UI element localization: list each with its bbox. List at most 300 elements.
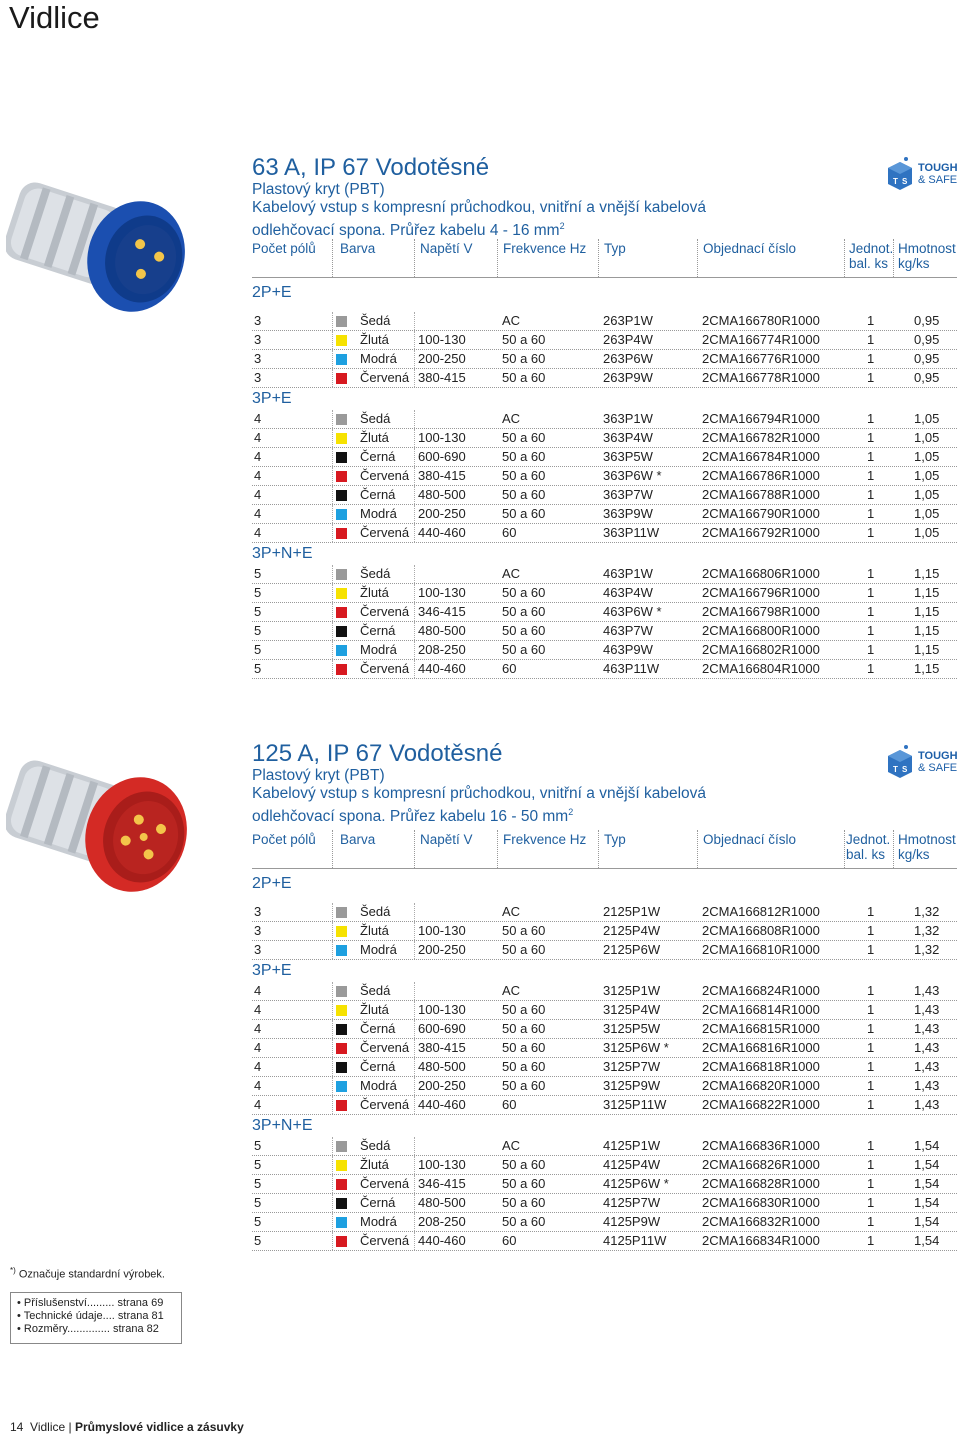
column-divider bbox=[414, 429, 415, 447]
column-divider bbox=[414, 1039, 415, 1057]
column-divider bbox=[414, 448, 415, 466]
header-divider bbox=[332, 239, 333, 277]
table-row bbox=[252, 1020, 957, 1039]
header-barva: Barva bbox=[340, 832, 376, 847]
table-row bbox=[252, 1096, 957, 1115]
order-number: 2CMA166830R1000 bbox=[702, 1195, 820, 1210]
column-divider bbox=[332, 941, 333, 959]
column-divider bbox=[332, 467, 333, 485]
order-number: 2CMA166780R1000 bbox=[702, 313, 820, 328]
color-swatch bbox=[336, 528, 347, 539]
column-divider bbox=[332, 1077, 333, 1095]
color-swatch bbox=[336, 664, 347, 675]
section-desc-line3: odlehčovací spona. Průřez kabelu 16 - 50 $mm^2$ bbox=[252, 807, 574, 826]
weight: 1,54 bbox=[914, 1214, 940, 1229]
voltage: 200-250 bbox=[418, 1078, 466, 1093]
column-divider bbox=[332, 369, 333, 387]
voltage: 440-460 bbox=[418, 1097, 466, 1112]
table-row bbox=[252, 1175, 957, 1194]
voltage: 440-460 bbox=[418, 661, 466, 676]
reference-dots: ......... bbox=[86, 1297, 115, 1309]
order-number: 2CMA166800R1000 bbox=[702, 623, 820, 638]
pack-qty: 1 bbox=[867, 923, 875, 938]
color-swatch bbox=[336, 490, 347, 501]
frequency: AC bbox=[502, 904, 521, 919]
column-divider bbox=[332, 1194, 333, 1212]
color-swatch bbox=[336, 1081, 347, 1092]
weight: 0,95 bbox=[914, 370, 940, 385]
table-row bbox=[252, 922, 957, 941]
header-typ: Typ bbox=[604, 241, 626, 256]
column-divider bbox=[414, 1232, 415, 1250]
pole-count: 4 bbox=[254, 1097, 262, 1112]
voltage: 600-690 bbox=[418, 1021, 466, 1036]
tough-and-safe-badge bbox=[886, 744, 956, 782]
product-table-63a bbox=[252, 241, 957, 679]
weight: 1,15 bbox=[914, 604, 940, 619]
type-code: 363P11W bbox=[603, 525, 660, 540]
column-divider bbox=[332, 1232, 333, 1250]
table-row bbox=[252, 1213, 957, 1232]
pack-qty: 1 bbox=[867, 313, 875, 328]
header-divider bbox=[497, 830, 498, 868]
order-number: 2CMA166778R1000 bbox=[702, 370, 820, 385]
type-code: 263P1W bbox=[603, 313, 653, 328]
voltage: 100-130 bbox=[418, 923, 466, 938]
column-divider bbox=[332, 1096, 333, 1114]
color-name: Žlutá bbox=[360, 332, 389, 347]
color-name: Červená bbox=[360, 604, 410, 619]
weight: 1,54 bbox=[914, 1138, 940, 1153]
table-row bbox=[252, 486, 957, 505]
color-name: Žlutá bbox=[360, 923, 389, 938]
pole-count: 4 bbox=[254, 430, 262, 445]
table-row bbox=[252, 584, 957, 603]
color-name: Modrá bbox=[360, 1078, 397, 1093]
table-row bbox=[252, 1039, 957, 1058]
color-swatch bbox=[336, 1179, 347, 1190]
type-code: 3125P9W bbox=[603, 1078, 661, 1093]
column-divider bbox=[414, 1137, 415, 1155]
table-header bbox=[252, 832, 957, 869]
table-row bbox=[252, 1232, 957, 1251]
order-number: 2CMA166816R1000 bbox=[702, 1040, 820, 1055]
safe-label: & SAFE bbox=[918, 174, 958, 186]
weight: 1,54 bbox=[914, 1233, 940, 1248]
column-divider bbox=[414, 524, 415, 542]
color-name: Žlutá bbox=[360, 430, 389, 445]
pole-count: 5 bbox=[254, 1195, 262, 1210]
weight: 1,15 bbox=[914, 661, 940, 676]
weight: 1,05 bbox=[914, 487, 940, 502]
color-swatch bbox=[336, 452, 347, 463]
voltage: 380-415 bbox=[418, 370, 466, 385]
pack-qty: 1 bbox=[867, 487, 875, 502]
color-name: Černá bbox=[360, 487, 396, 502]
frequency: 50 a 60 bbox=[502, 642, 546, 657]
table-row bbox=[252, 1194, 957, 1213]
type-code: 3125P6W * bbox=[603, 1040, 669, 1055]
header-divider bbox=[414, 239, 415, 277]
color-name: Červená bbox=[360, 1040, 410, 1055]
column-divider bbox=[332, 1156, 333, 1174]
order-number: 2CMA166828R1000 bbox=[702, 1176, 820, 1191]
pack-qty: 1 bbox=[867, 449, 875, 464]
pack-qty: 1 bbox=[867, 566, 875, 581]
color-name: Šedá bbox=[360, 411, 391, 426]
order-number: 2CMA166776R1000 bbox=[702, 351, 820, 366]
type-code: 363P9W bbox=[603, 506, 653, 521]
column-divider bbox=[332, 660, 333, 678]
column-divider bbox=[414, 982, 415, 1000]
column-divider bbox=[332, 584, 333, 602]
pole-group-label: 3P+E bbox=[252, 962, 292, 979]
color-swatch bbox=[336, 945, 347, 956]
column-divider bbox=[414, 467, 415, 485]
column-divider bbox=[414, 1213, 415, 1231]
header-pocet: Počet pólů bbox=[252, 832, 316, 847]
weight: 0,95 bbox=[914, 313, 940, 328]
tough-safe-logo-icon bbox=[886, 156, 914, 192]
pole-count: 4 bbox=[254, 468, 262, 483]
color-swatch bbox=[336, 1005, 347, 1016]
voltage: 480-500 bbox=[418, 487, 466, 502]
svg-text:S: S bbox=[902, 765, 908, 774]
pole-count: 5 bbox=[254, 642, 262, 657]
voltage: 100-130 bbox=[418, 585, 466, 600]
order-number: 2CMA166824R1000 bbox=[702, 983, 820, 998]
column-divider bbox=[414, 1001, 415, 1019]
voltage: 600-690 bbox=[418, 449, 466, 464]
voltage: 480-500 bbox=[418, 623, 466, 638]
type-code: 2125P6W bbox=[603, 942, 661, 957]
pole-count: 4 bbox=[254, 525, 262, 540]
pole-count: 5 bbox=[254, 1157, 262, 1172]
color-name: Červená bbox=[360, 661, 410, 676]
pole-count: 3 bbox=[254, 904, 262, 919]
frequency: AC bbox=[502, 313, 521, 328]
weight: 1,43 bbox=[914, 1078, 940, 1093]
pole-count: 5 bbox=[254, 585, 262, 600]
type-code: 363P7W bbox=[603, 487, 653, 502]
table-row bbox=[252, 410, 957, 429]
frequency: 50 a 60 bbox=[502, 1195, 546, 1210]
pack-qty: 1 bbox=[867, 332, 875, 347]
order-number: 2CMA166834R1000 bbox=[702, 1233, 820, 1248]
tough-safe-logo-icon bbox=[886, 744, 914, 780]
column-divider bbox=[414, 1175, 415, 1193]
header-hmotnost: Hmotnost kg/ks bbox=[898, 832, 956, 862]
voltage: 100-130 bbox=[418, 430, 466, 445]
table-row bbox=[252, 429, 957, 448]
table-row bbox=[252, 660, 957, 679]
voltage: 100-130 bbox=[418, 1002, 466, 1017]
pack-qty: 1 bbox=[867, 1040, 875, 1055]
order-number: 2CMA166814R1000 bbox=[702, 1002, 820, 1017]
weight: 1,43 bbox=[914, 1059, 940, 1074]
header-barva: Barva bbox=[340, 241, 376, 256]
type-code: 2125P1W bbox=[603, 904, 661, 919]
pole-group-label: 3P+E bbox=[252, 390, 292, 407]
column-divider bbox=[414, 331, 415, 349]
section-heading bbox=[252, 740, 706, 826]
pack-qty: 1 bbox=[867, 604, 875, 619]
table-row bbox=[252, 941, 957, 960]
column-divider bbox=[414, 1194, 415, 1212]
column-divider bbox=[414, 903, 415, 921]
type-code: 4125P4W bbox=[603, 1157, 661, 1172]
color-swatch bbox=[336, 626, 347, 637]
column-divider bbox=[414, 622, 415, 640]
type-code: 4125P7W bbox=[603, 1195, 661, 1210]
order-number: 2CMA166836R1000 bbox=[702, 1138, 820, 1153]
color-swatch bbox=[336, 1141, 347, 1152]
pack-qty: 1 bbox=[867, 983, 875, 998]
weight: 1,05 bbox=[914, 525, 940, 540]
voltage: 380-415 bbox=[418, 1040, 466, 1055]
frequency: 50 a 60 bbox=[502, 942, 546, 957]
order-number: 2CMA166798R1000 bbox=[702, 604, 820, 619]
voltage: 480-500 bbox=[418, 1195, 466, 1210]
reference-label: Příslušenství bbox=[23, 1297, 87, 1309]
column-divider bbox=[332, 1039, 333, 1057]
pole-count: 3 bbox=[254, 923, 262, 938]
weight: 1,05 bbox=[914, 506, 940, 521]
reference-item bbox=[17, 1297, 163, 1309]
column-divider bbox=[332, 1001, 333, 1019]
column-divider bbox=[414, 350, 415, 368]
color-name: Šedá bbox=[360, 566, 391, 581]
frequency: 50 a 60 bbox=[502, 1176, 546, 1191]
color-swatch bbox=[336, 1236, 347, 1247]
weight: 1,15 bbox=[914, 623, 940, 638]
pack-qty: 1 bbox=[867, 1021, 875, 1036]
weight: 1,05 bbox=[914, 411, 940, 426]
reference-page: strana 82 bbox=[112, 1323, 159, 1335]
header-typ: Typ bbox=[604, 832, 626, 847]
weight: 1,54 bbox=[914, 1157, 940, 1172]
footer-chapter: Průmyslové vidlice a zásuvky bbox=[74, 1420, 244, 1434]
column-divider bbox=[414, 505, 415, 523]
reference-label: Technické údaje bbox=[23, 1310, 103, 1322]
type-code: 263P9W bbox=[603, 370, 653, 385]
order-number: 2CMA166810R1000 bbox=[702, 942, 820, 957]
voltage: 200-250 bbox=[418, 506, 466, 521]
type-code: 363P6W * bbox=[603, 468, 662, 483]
bullet-icon: • bbox=[17, 1297, 24, 1309]
color-swatch bbox=[336, 926, 347, 937]
table-row bbox=[252, 622, 957, 641]
section-desc-line1: Plastový kryt (PBT) bbox=[252, 181, 385, 198]
column-divider bbox=[414, 584, 415, 602]
table-row bbox=[252, 505, 957, 524]
header-frekvence: Frekvence Hz bbox=[503, 832, 587, 847]
type-code: 4125P6W * bbox=[603, 1176, 669, 1191]
pole-count: 3 bbox=[254, 351, 262, 366]
color-swatch bbox=[336, 569, 347, 580]
frequency: 50 a 60 bbox=[502, 1059, 546, 1074]
voltage: 100-130 bbox=[418, 332, 466, 347]
color-name: Červená bbox=[360, 1097, 410, 1112]
header-divider bbox=[414, 830, 415, 868]
voltage: 208-250 bbox=[418, 642, 466, 657]
column-divider bbox=[332, 603, 333, 621]
table-row bbox=[252, 331, 957, 350]
column-divider bbox=[332, 505, 333, 523]
pole-count: 3 bbox=[254, 942, 262, 957]
reference-page: strana 69 bbox=[117, 1297, 164, 1309]
table-row bbox=[252, 603, 957, 622]
voltage: 200-250 bbox=[418, 942, 466, 957]
pack-qty: 1 bbox=[867, 525, 875, 540]
color-name: Žlutá bbox=[360, 585, 389, 600]
pack-qty: 1 bbox=[867, 1078, 875, 1093]
column-divider bbox=[332, 982, 333, 1000]
pole-count: 5 bbox=[254, 623, 262, 638]
pole-count: 4 bbox=[254, 1059, 262, 1074]
header-divider bbox=[332, 830, 333, 868]
order-number: 2CMA166782R1000 bbox=[702, 430, 820, 445]
header-napeti: Napětí V bbox=[420, 832, 473, 847]
voltage: 380-415 bbox=[418, 468, 466, 483]
color-name: Modrá bbox=[360, 942, 397, 957]
pole-group-label: 2P+E bbox=[252, 284, 292, 301]
pack-qty: 1 bbox=[867, 468, 875, 483]
pole-count: 4 bbox=[254, 487, 262, 502]
pole-count: 5 bbox=[254, 1214, 262, 1229]
column-divider bbox=[332, 350, 333, 368]
header-objednaci: Objednací číslo bbox=[703, 241, 797, 256]
column-divider bbox=[332, 622, 333, 640]
frequency: 50 a 60 bbox=[502, 430, 546, 445]
frequency: 50 a 60 bbox=[502, 1214, 546, 1229]
reference-page: strana 81 bbox=[117, 1310, 164, 1322]
order-number: 2CMA166774R1000 bbox=[702, 332, 820, 347]
frequency: 50 a 60 bbox=[502, 468, 546, 483]
tough-label: TOUGH bbox=[918, 750, 958, 762]
page-footer bbox=[10, 1420, 244, 1434]
weight: 1,05 bbox=[914, 430, 940, 445]
type-code: 463P9W bbox=[603, 642, 653, 657]
pole-count: 5 bbox=[254, 1138, 262, 1153]
pole-count: 5 bbox=[254, 1233, 262, 1248]
frequency: 50 a 60 bbox=[502, 370, 546, 385]
order-number: 2CMA166784R1000 bbox=[702, 449, 820, 464]
order-number: 2CMA166832R1000 bbox=[702, 1214, 820, 1229]
pole-count: 4 bbox=[254, 1040, 262, 1055]
pole-count: 3 bbox=[254, 332, 262, 347]
color-swatch bbox=[336, 354, 347, 365]
column-divider bbox=[332, 486, 333, 504]
frequency: AC bbox=[502, 983, 521, 998]
frequency: AC bbox=[502, 411, 521, 426]
section-desc-line3: odlehčovací spona. Průřez kabelu 4 - 16 $mm^2$ bbox=[252, 221, 565, 240]
column-divider bbox=[414, 369, 415, 387]
weight: 1,32 bbox=[914, 923, 940, 938]
section-title: 125 A, IP 67 Vodotěsné bbox=[252, 740, 503, 767]
table-row bbox=[252, 448, 957, 467]
header-pocet: Počet pólů bbox=[252, 241, 316, 256]
order-number: 2CMA166788R1000 bbox=[702, 487, 820, 502]
voltage: 346-415 bbox=[418, 1176, 466, 1191]
color-swatch bbox=[336, 607, 347, 618]
order-number: 2CMA166806R1000 bbox=[702, 566, 820, 581]
color-name: Šedá bbox=[360, 1138, 391, 1153]
order-number: 2CMA166790R1000 bbox=[702, 506, 820, 521]
color-swatch bbox=[336, 414, 347, 425]
type-code: 3125P1W bbox=[603, 983, 661, 998]
weight: 0,95 bbox=[914, 332, 940, 347]
frequency: 50 a 60 bbox=[502, 351, 546, 366]
column-divider bbox=[414, 565, 415, 583]
page-title: Vidlice bbox=[9, 0, 100, 35]
column-divider bbox=[414, 1058, 415, 1076]
table-row bbox=[252, 565, 957, 584]
frequency: 50 a 60 bbox=[502, 449, 546, 464]
color-swatch bbox=[336, 588, 347, 599]
weight: 0,95 bbox=[914, 351, 940, 366]
table-row bbox=[252, 1156, 957, 1175]
column-divider bbox=[414, 641, 415, 659]
pack-qty: 1 bbox=[867, 661, 875, 676]
column-divider bbox=[332, 1175, 333, 1193]
color-swatch bbox=[336, 433, 347, 444]
type-code: 463P7W bbox=[603, 623, 653, 638]
weight: 1,43 bbox=[914, 983, 940, 998]
column-divider bbox=[332, 524, 333, 542]
header-divider bbox=[844, 830, 845, 868]
header-divider bbox=[697, 830, 698, 868]
section-title: 63 A, IP 67 Vodotěsné bbox=[252, 154, 490, 181]
pack-qty: 1 bbox=[867, 904, 875, 919]
column-divider bbox=[414, 660, 415, 678]
weight: 1,32 bbox=[914, 942, 940, 957]
header-jednot: Jednot. bal. ks bbox=[849, 241, 894, 271]
frequency: 60 bbox=[502, 1097, 517, 1112]
type-code: 3125P4W bbox=[603, 1002, 661, 1017]
pack-qty: 1 bbox=[867, 430, 875, 445]
type-code: 4125P11W bbox=[603, 1233, 667, 1248]
column-divider bbox=[332, 641, 333, 659]
pack-qty: 1 bbox=[867, 642, 875, 657]
weight: 1,15 bbox=[914, 566, 940, 581]
type-code: 3125P5W bbox=[603, 1021, 661, 1036]
pole-count: 4 bbox=[254, 1002, 262, 1017]
pole-count: 5 bbox=[254, 661, 262, 676]
bullet-icon: • bbox=[17, 1310, 24, 1322]
color-name: Červená bbox=[360, 468, 410, 483]
frequency: 60 bbox=[502, 1233, 517, 1248]
color-swatch bbox=[336, 1043, 347, 1054]
frequency: 50 a 60 bbox=[502, 1157, 546, 1172]
type-code: 4125P9W bbox=[603, 1214, 661, 1229]
frequency: 50 a 60 bbox=[502, 1040, 546, 1055]
voltage: 440-460 bbox=[418, 1233, 466, 1248]
pack-qty: 1 bbox=[867, 370, 875, 385]
voltage: 208-250 bbox=[418, 1214, 466, 1229]
color-swatch bbox=[336, 645, 347, 656]
svg-text:S: S bbox=[902, 177, 908, 186]
header-objednaci: Objednací číslo bbox=[703, 832, 797, 847]
page-references bbox=[10, 1292, 182, 1344]
header-frekvence: Frekvence Hz bbox=[503, 241, 587, 256]
pole-count: 4 bbox=[254, 1078, 262, 1093]
type-code: 3125P11W bbox=[603, 1097, 667, 1112]
weight: 1,43 bbox=[914, 1002, 940, 1017]
column-divider bbox=[332, 1020, 333, 1038]
reference-item bbox=[17, 1310, 164, 1322]
order-number: 2CMA166786R1000 bbox=[702, 468, 820, 483]
